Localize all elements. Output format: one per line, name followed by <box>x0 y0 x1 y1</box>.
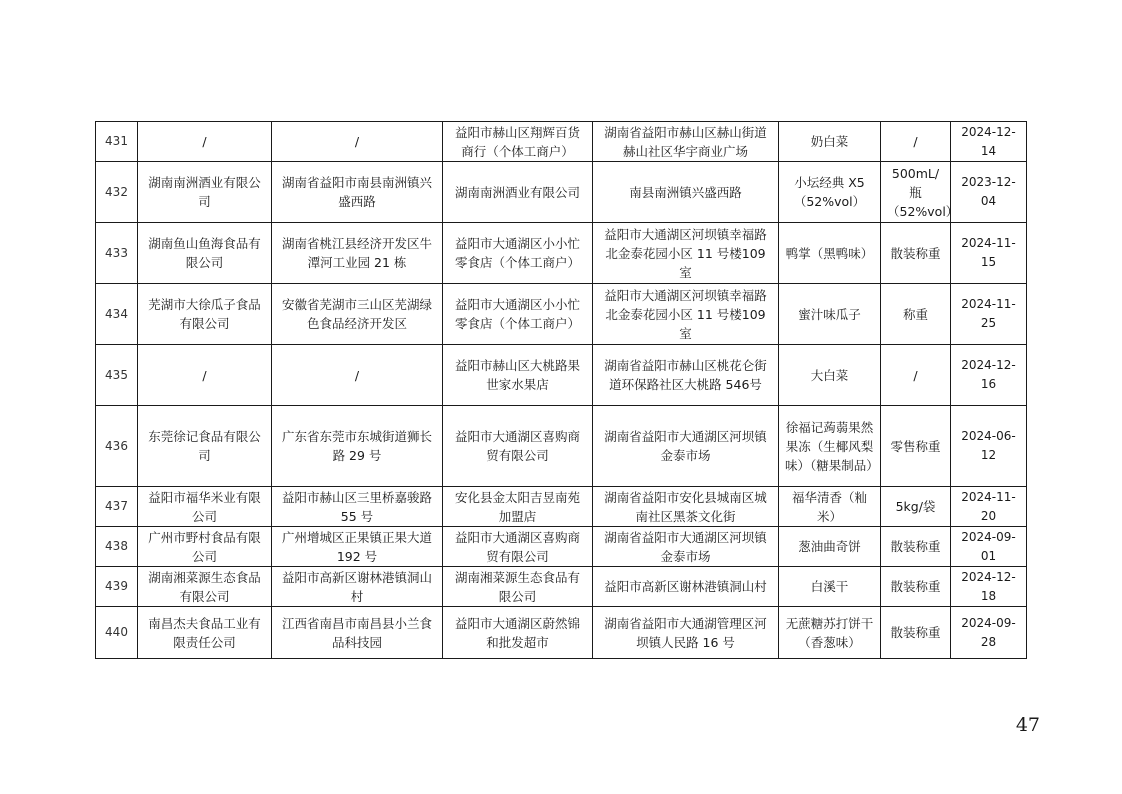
product-name: 福华清香（籼米） <box>779 487 881 527</box>
seller-address: 湖南省益阳市赫山区桃花仑街道环保路社区大桃路 546号 <box>593 345 779 406</box>
row-number: 440 <box>96 607 138 659</box>
table-row <box>96 406 1027 487</box>
production-date: 2024-06-12 <box>951 406 1027 487</box>
production-date: 2024-12-16 <box>951 345 1027 406</box>
table-row <box>96 162 1027 223</box>
production-date: 2023-12-04 <box>951 162 1027 223</box>
table-row <box>96 487 1027 527</box>
table-row <box>96 345 1027 406</box>
product-name: 白溪干 <box>779 567 881 607</box>
producer-address: 广东省东莞市东城街道狮长路 29 号 <box>272 406 443 487</box>
row-number: 438 <box>96 527 138 567</box>
table-row <box>96 527 1027 567</box>
table-row <box>96 122 1027 162</box>
seller-name: 益阳市赫山区翔辉百货商行（个体工商户） <box>443 122 593 162</box>
seller-name: 湖南南洲酒业有限公司 <box>443 162 593 223</box>
producer-address: 益阳市赫山区三里桥嘉骏路 55 号 <box>272 487 443 527</box>
seller-address: 湖南省益阳市大通湖区河坝镇金泰市场 <box>593 406 779 487</box>
table-row <box>96 607 1027 659</box>
seller-name: 益阳市大通湖区小小忙零食店（个体工商户） <box>443 223 593 284</box>
row-number: 439 <box>96 567 138 607</box>
production-date: 2024-12-18 <box>951 567 1027 607</box>
seller-address: 益阳市大通湖区河坝镇幸福路北金泰花园小区 11 号楼109 室 <box>593 223 779 284</box>
product-spec: 散装称重 <box>881 607 951 659</box>
producer-name: / <box>138 122 272 162</box>
product-spec: 5kg/袋 <box>881 487 951 527</box>
seller-address: 湖南省益阳市安化县城南区城南社区黑茶文化街 <box>593 487 779 527</box>
production-date: 2024-11-25 <box>951 284 1027 345</box>
product-name: 鸭掌（黑鸭味） <box>779 223 881 284</box>
production-date: 2024-09-01 <box>951 527 1027 567</box>
production-date: 2024-12-14 <box>951 122 1027 162</box>
row-number: 437 <box>96 487 138 527</box>
producer-name: 广州市野村食品有限公司 <box>138 527 272 567</box>
product-name: 奶白菜 <box>779 122 881 162</box>
product-spec: / <box>881 122 951 162</box>
seller-address: 湖南省益阳市大通湖管理区河坝镇人民路 16 号 <box>593 607 779 659</box>
product-name: 徐福记蒟蒻果然果冻（生椰风梨味）（糖果制品） <box>779 406 881 487</box>
row-number: 433 <box>96 223 138 284</box>
producer-address: 湖南省桃江县经济开发区牛潭河工业园 21 栋 <box>272 223 443 284</box>
product-name: 无蔗糖苏打饼干（香葱味） <box>779 607 881 659</box>
row-number: 434 <box>96 284 138 345</box>
production-date: 2024-09-28 <box>951 607 1027 659</box>
producer-address: 安徽省芜湖市三山区芜湖绿色食品经济开发区 <box>272 284 443 345</box>
producer-name: 益阳市福华米业有限公司 <box>138 487 272 527</box>
producer-name: 湖南鱼山鱼海食品有限公司 <box>138 223 272 284</box>
producer-name: 湖南湘菜源生态食品有限公司 <box>138 567 272 607</box>
seller-name: 益阳市赫山区大桃路果世家水果店 <box>443 345 593 406</box>
production-date: 2024-11-20 <box>951 487 1027 527</box>
table-row <box>96 567 1027 607</box>
product-name: 蜜汁味瓜子 <box>779 284 881 345</box>
product-spec: 散装称重 <box>881 223 951 284</box>
product-spec: / <box>881 345 951 406</box>
product-spec: 散装称重 <box>881 567 951 607</box>
producer-name: 南昌杰夫食品工业有限责任公司 <box>138 607 272 659</box>
producer-address: 湖南省益阳市南县南洲镇兴盛西路 <box>272 162 443 223</box>
producer-address: 广州增城区正果镇正果大道 192 号 <box>272 527 443 567</box>
seller-address: 益阳市大通湖区河坝镇幸福路北金泰花园小区 11 号楼109 室 <box>593 284 779 345</box>
product-name: 大白菜 <box>779 345 881 406</box>
row-number: 431 <box>96 122 138 162</box>
producer-address: 益阳市高新区谢林港镇洞山村 <box>272 567 443 607</box>
product-spec: 称重 <box>881 284 951 345</box>
product-spec: 500mL/瓶（52%vol） <box>881 162 951 223</box>
seller-name: 益阳市大通湖区蔚然锦和批发超市 <box>443 607 593 659</box>
row-number: 435 <box>96 345 138 406</box>
sampling-results-table <box>95 121 1027 659</box>
producer-name: 芜湖市大徐瓜子食品有限公司 <box>138 284 272 345</box>
seller-address: 湖南省益阳市大通湖区河坝镇金泰市场 <box>593 527 779 567</box>
product-spec: 散装称重 <box>881 527 951 567</box>
seller-address: 益阳市高新区谢林港镇洞山村 <box>593 567 779 607</box>
row-number: 436 <box>96 406 138 487</box>
product-name: 小坛经典 X5（52%vol） <box>779 162 881 223</box>
seller-name: 湖南湘菜源生态食品有限公司 <box>443 567 593 607</box>
producer-address: / <box>272 122 443 162</box>
seller-name: 益阳市大通湖区喜购商贸有限公司 <box>443 406 593 487</box>
producer-name: 东莞徐记食品有限公司 <box>138 406 272 487</box>
seller-address: 南县南洲镇兴盛西路 <box>593 162 779 223</box>
producer-address: / <box>272 345 443 406</box>
producer-address: 江西省南昌市南昌县小兰食品科技园 <box>272 607 443 659</box>
seller-address: 湖南省益阳市赫山区赫山街道赫山社区华宇商业广场 <box>593 122 779 162</box>
producer-name: / <box>138 345 272 406</box>
table-row <box>96 223 1027 284</box>
page-number: 47 <box>1015 714 1040 736</box>
seller-name: 益阳市大通湖区喜购商贸有限公司 <box>443 527 593 567</box>
row-number: 432 <box>96 162 138 223</box>
product-spec: 零售称重 <box>881 406 951 487</box>
production-date: 2024-11-15 <box>951 223 1027 284</box>
producer-name: 湖南南洲酒业有限公司 <box>138 162 272 223</box>
seller-name: 安化县金太阳吉昱南苑加盟店 <box>443 487 593 527</box>
seller-name: 益阳市大通湖区小小忙零食店（个体工商户） <box>443 284 593 345</box>
table-row <box>96 284 1027 345</box>
product-name: 葱油曲奇饼 <box>779 527 881 567</box>
